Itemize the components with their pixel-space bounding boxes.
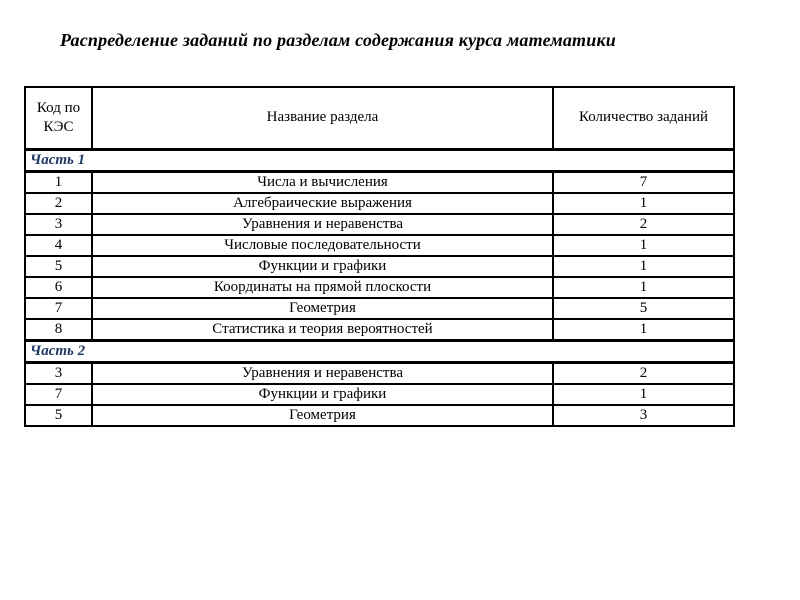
cell-count: 2	[553, 362, 734, 384]
cell-name: Статистика и теория вероятностей	[92, 319, 553, 341]
cell-count: 2	[553, 214, 734, 235]
cell-name: Алгебраические выражения	[92, 193, 553, 214]
cell-name: Числовые последовательности	[92, 235, 553, 256]
cell-count: 1	[553, 256, 734, 277]
cell-code: 6	[25, 277, 92, 298]
table-row	[25, 214, 734, 235]
cell-code: 5	[25, 405, 92, 426]
cell-name: Координаты на прямой плоскости	[92, 277, 553, 298]
cell-code: 4	[25, 235, 92, 256]
table-row	[25, 171, 734, 193]
cell-code: 2	[25, 193, 92, 214]
table-row	[25, 384, 734, 405]
cell-count: 1	[553, 384, 734, 405]
cell-count: 1	[553, 277, 734, 298]
page-title: Распределение заданий по разделам содержания курса математики	[60, 30, 617, 50]
col-header-count: Количество заданий	[553, 87, 734, 149]
cell-name: Уравнения и неравенства	[92, 214, 553, 235]
table-row	[25, 405, 734, 426]
table-row	[25, 362, 734, 384]
cell-code: 7	[25, 384, 92, 405]
col-header-name: Название раздела	[92, 87, 553, 149]
distribution-table	[24, 86, 735, 427]
cell-count: 1	[553, 193, 734, 214]
table-row	[25, 193, 734, 214]
cell-code: 1	[25, 171, 92, 193]
cell-count: 7	[553, 171, 734, 193]
cell-name: Геометрия	[92, 298, 553, 319]
cell-count: 1	[553, 235, 734, 256]
table-row	[25, 319, 734, 341]
table-row	[25, 235, 734, 256]
header-row	[25, 87, 734, 149]
cell-code: 3	[25, 362, 92, 384]
section-row-part1	[25, 149, 734, 171]
cell-code: 8	[25, 319, 92, 341]
col-header-code: Код по КЭС	[25, 87, 92, 149]
section-label: Часть 2	[25, 340, 734, 362]
table-row	[25, 256, 734, 277]
table-row	[25, 277, 734, 298]
cell-count: 3	[553, 405, 734, 426]
cell-name: Функции и графики	[92, 384, 553, 405]
cell-name: Уравнения и неравенства	[92, 362, 553, 384]
section-row-part2	[25, 340, 734, 362]
cell-name: Функции и графики	[92, 256, 553, 277]
cell-name: Числа и вычисления	[92, 171, 553, 193]
cell-code: 3	[25, 214, 92, 235]
table-row	[25, 298, 734, 319]
cell-count: 1	[553, 319, 734, 341]
section-label: Часть 1	[25, 149, 734, 171]
cell-name: Геометрия	[92, 405, 553, 426]
cell-code: 5	[25, 256, 92, 277]
cell-code: 7	[25, 298, 92, 319]
cell-count: 5	[553, 298, 734, 319]
